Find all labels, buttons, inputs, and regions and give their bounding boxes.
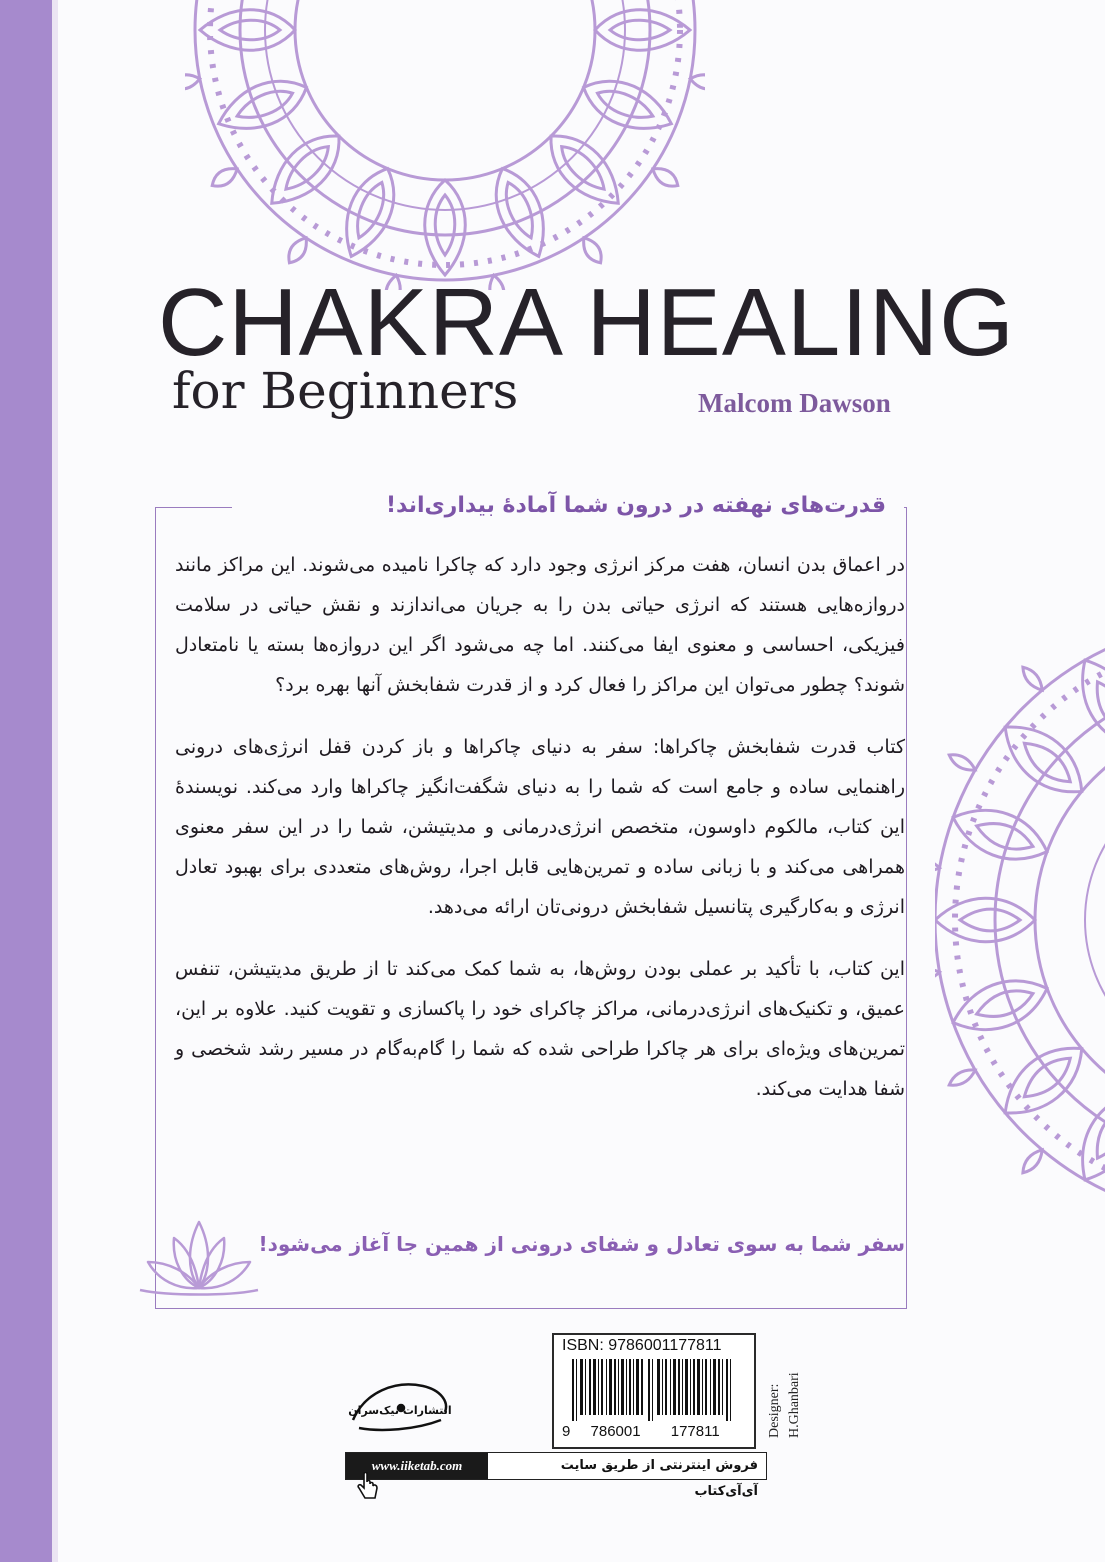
designer-name: H.Ghanbari [787, 1372, 802, 1438]
book-subtitle: for Beginners [172, 362, 519, 420]
store-url[interactable]: www.iiketab.com [346, 1453, 488, 1479]
book-title: CHAKRA HEALING [158, 269, 1015, 376]
barcode-digit-group-1: 786001 [590, 1423, 641, 1440]
mandala-ornament-right-icon [935, 560, 1105, 1280]
mandala-ornament-top-icon [185, 0, 705, 290]
blurb-body [175, 545, 905, 1131]
blurb-paragraph-1: در اعماق بدن انسان، هفت مرکز انرژی وجود دارد که چاکرا نامیده می‌شوند. این مراکز مانند دروازه‌هایی هستند که انرژی حیاتی بدن را به جریان می‌اندازند و نقش حیاتی در سلامت فیزیکی، احساسی و معنوی ایفا می‌کنند. اما چه می‌شود اگر این دروازه‌ها بسته یا نامتعادل شوند؟ چطور می‌توان این مراکز را فعال کرد و از قدرت شفابخش آنها بهره برد؟ [175, 554, 905, 696]
online-store-banner [345, 1452, 767, 1499]
barcode-digits [562, 1423, 746, 1440]
spine-edge [52, 0, 58, 1562]
author-name: Malcom Dawson [698, 388, 891, 418]
publisher-logo [345, 1372, 455, 1444]
publisher-logo-text: انتشارات نیک‌سران [348, 1404, 452, 1417]
blurb-headline: قدرت‌های نهفته در درون شما آمادهٔ بیداری‌اند! [232, 488, 904, 524]
spine [0, 0, 52, 1562]
barcode-digit-group-2: 177811 [670, 1423, 720, 1440]
lotus-icon [138, 1218, 260, 1296]
isbn-label: ISBN: 9786001177811 [562, 1337, 722, 1354]
cursor-hand-icon [357, 1472, 379, 1502]
blurb-paragraph-2: کتاب قدرت شفابخش چاکراها: سفر به دنیای چاکراها و باز کردن قفل انرژی‌های درونی راهنمایی ساده و جامع است که شما را به دنیای شگفت‌انگیز چاکراها وارد می‌کند. نویسندهٔ این کتاب، مالکوم داوسون، متخصص انرژی‌درمانی و مدیتیشن، شما را در این سفر معنوی همراهی می‌کند و با زبانی ساده و تمرین‌هایی قابل اجرا، روش‌های متعددی برای بهبود تعادل انرژی و به‌کارگیری پتانسیل شفابخش درونی‌تان ارائه می‌دهد. [175, 736, 905, 918]
isbn-barcode [552, 1333, 756, 1449]
blurb-paragraph-3: این کتاب، با تأکید بر عملی بودن روش‌ها، به شما کمک می‌کند تا از طریق مدیتیشن، تنفس عمیق، و تکنیک‌های انرژی‌درمانی، مراکز چاکرای خود را پاکسازی و تقویت کنید. علاوه بر این، تمرین‌های ویژه‌ای برای هر چاکرا طراحی شده که شما را گام‌به‌گام در مسیر رشد شخصی و شفا هدایت می‌کند. [175, 958, 905, 1100]
blurb-tagline: سفر شما به سوی تعادل و شفای درونی از همین جا آغاز می‌شود! [258, 1232, 905, 1256]
barcode-digit-prefix: 9 [562, 1423, 571, 1440]
designer-label: Designer: [767, 1383, 782, 1438]
store-text: فروش اینترنتی از طریق سایت آی‌آی‌کتاب [560, 1458, 758, 1499]
barcode-bars [562, 1359, 746, 1421]
designer-credit [762, 1330, 806, 1440]
